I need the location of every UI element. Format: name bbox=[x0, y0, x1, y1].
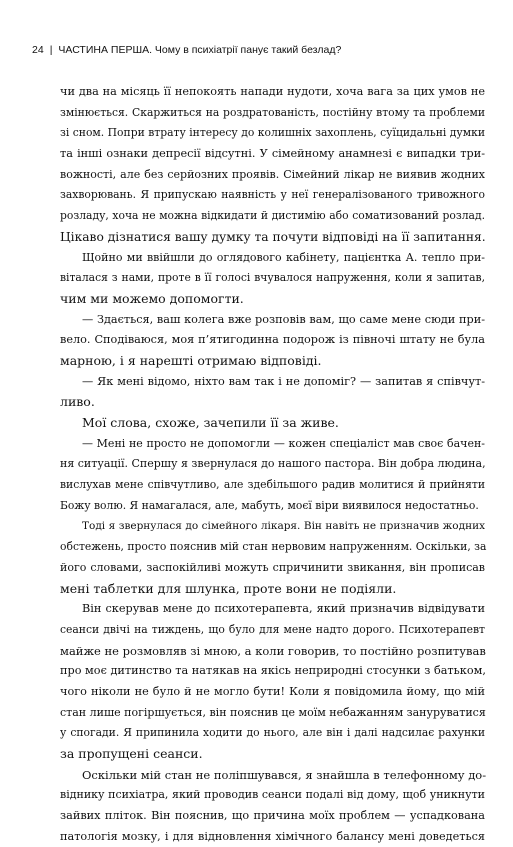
text-line: віталася з нами, проте в її голосі вчувалося напруження, коли я запитав, bbox=[60, 271, 485, 285]
text-line: його словами, заспокійливі можуть спричинити звикання, він прописав bbox=[60, 560, 485, 574]
running-header bbox=[32, 44, 341, 56]
text-line: зайвих пліток. Він пояснив, що причина моїх проблем — успадкована bbox=[60, 809, 485, 823]
text-line: стан лише погіршується, він пояснив це моїм небажанням зануруватися bbox=[60, 705, 486, 719]
text-line: чи два на місяць її непокоять напади нудоти, хоча вага за цих умов не bbox=[60, 85, 485, 98]
text-line: Тоді я звернулася до сімейного лікаря. Він навіть не призначив жодних bbox=[82, 520, 485, 533]
text-line: та інші ознаки депресії відсутні. У сімейному анамнезі є випадки три- bbox=[60, 147, 485, 161]
text-line: патологія мозку, і для відновлення хімічного балансу мені доведеться bbox=[60, 829, 485, 843]
page-number: 24 bbox=[32, 44, 44, 56]
text-line: мені таблетки для шлунка, проте вони не подіяли. bbox=[60, 580, 397, 596]
text-line: ливо. bbox=[60, 394, 95, 410]
text-line: Він скерував мене до психотерапевта, який призначив відвідувати bbox=[82, 602, 485, 616]
text-line: вело. Сподіваюся, моя п’ятигодинна подорож із півночі штату не була bbox=[60, 333, 485, 347]
text-line: Божу волю. Я намагалася, але, мабуть, моєї віри виявилося недостатньо. bbox=[60, 498, 479, 512]
text-line: про моє дитинство та натякав на якісь неприродні стосунки з батьком, bbox=[60, 664, 486, 678]
text-line: зі сном. Попри втрату інтересу до колишніх захоплень, суїцидальні думки bbox=[60, 126, 485, 140]
text-line: — Мені не просто не допомогли — кожен спеціаліст мав своє бачен- bbox=[82, 436, 485, 450]
text-line: чим ми можемо допомогти. bbox=[60, 290, 244, 306]
text-line: Оскільки мій стан не поліпшувався, я знайшла в телефонному до- bbox=[82, 767, 487, 782]
text-line: вислухав мене співчутливо, але здебільшого радив молитися й прийняти bbox=[60, 478, 485, 492]
text-line: розладу, хоча не можна відкидати й дистимію або соматизований розлад. bbox=[60, 209, 485, 223]
text-line: за пропущені сеанси. bbox=[60, 746, 203, 761]
text-line: марною, і я нарешті отримаю відповіді. bbox=[60, 352, 322, 368]
text-line: чого ніколи не було й не могло бути! Коли я повідомила йому, що мій bbox=[60, 684, 485, 698]
text-line: ня ситуації. Спершу я звернулася до нашого пастора. Він добра людина, bbox=[60, 457, 486, 471]
text-line: вожності, але без серйозних проявів. Сімейний лікар не виявив жодних bbox=[60, 167, 485, 181]
text-line: змінюється. Скаржиться на роздратованість, постійну втому та проблеми bbox=[60, 105, 485, 119]
text-line: віднику психіатра, який проводив сеанси подалі від дому, щоб уникнути bbox=[60, 788, 485, 802]
text-line: Мої слова, схоже, зачепили її за живе. bbox=[82, 415, 339, 430]
body-text bbox=[60, 82, 485, 847]
header-separator: | bbox=[49, 44, 53, 56]
text-line: Цікаво дізнатися вашу думку та почути відповіді на її запитання. bbox=[60, 229, 486, 244]
text-line: Щойно ми ввійшли до оглядового кабінету, пацієнтка А. тепло при- bbox=[82, 250, 485, 264]
running-title: ЧАСТИНА ПЕРША. Чому в психіатрії панує такий безлад? bbox=[58, 44, 342, 56]
text-line: майже не розмовляв зі мною, а коли говорив, то постійно розпитував bbox=[60, 643, 486, 658]
text-line: — Як мені відомо, ніхто вам так і не допоміг? — запитав я співчут- bbox=[82, 374, 485, 388]
text-line: захворювань. Я припускаю наявність у неї генералізованого тривожного bbox=[60, 188, 485, 202]
text-line: — Здається, ваш колега вже розповів вам, що саме мене сюди при- bbox=[82, 312, 485, 326]
text-line: у спогади. Я припинила ходити до нього, але він і далі надсилає рахунки bbox=[60, 726, 485, 740]
text-line: обстежень, просто пояснив мій стан нервовим напруженням. Оскільки, за bbox=[60, 540, 487, 554]
text-line: сеанси двічі на тиждень, що було для мене надто дорого. Психотерапевт bbox=[60, 622, 485, 636]
